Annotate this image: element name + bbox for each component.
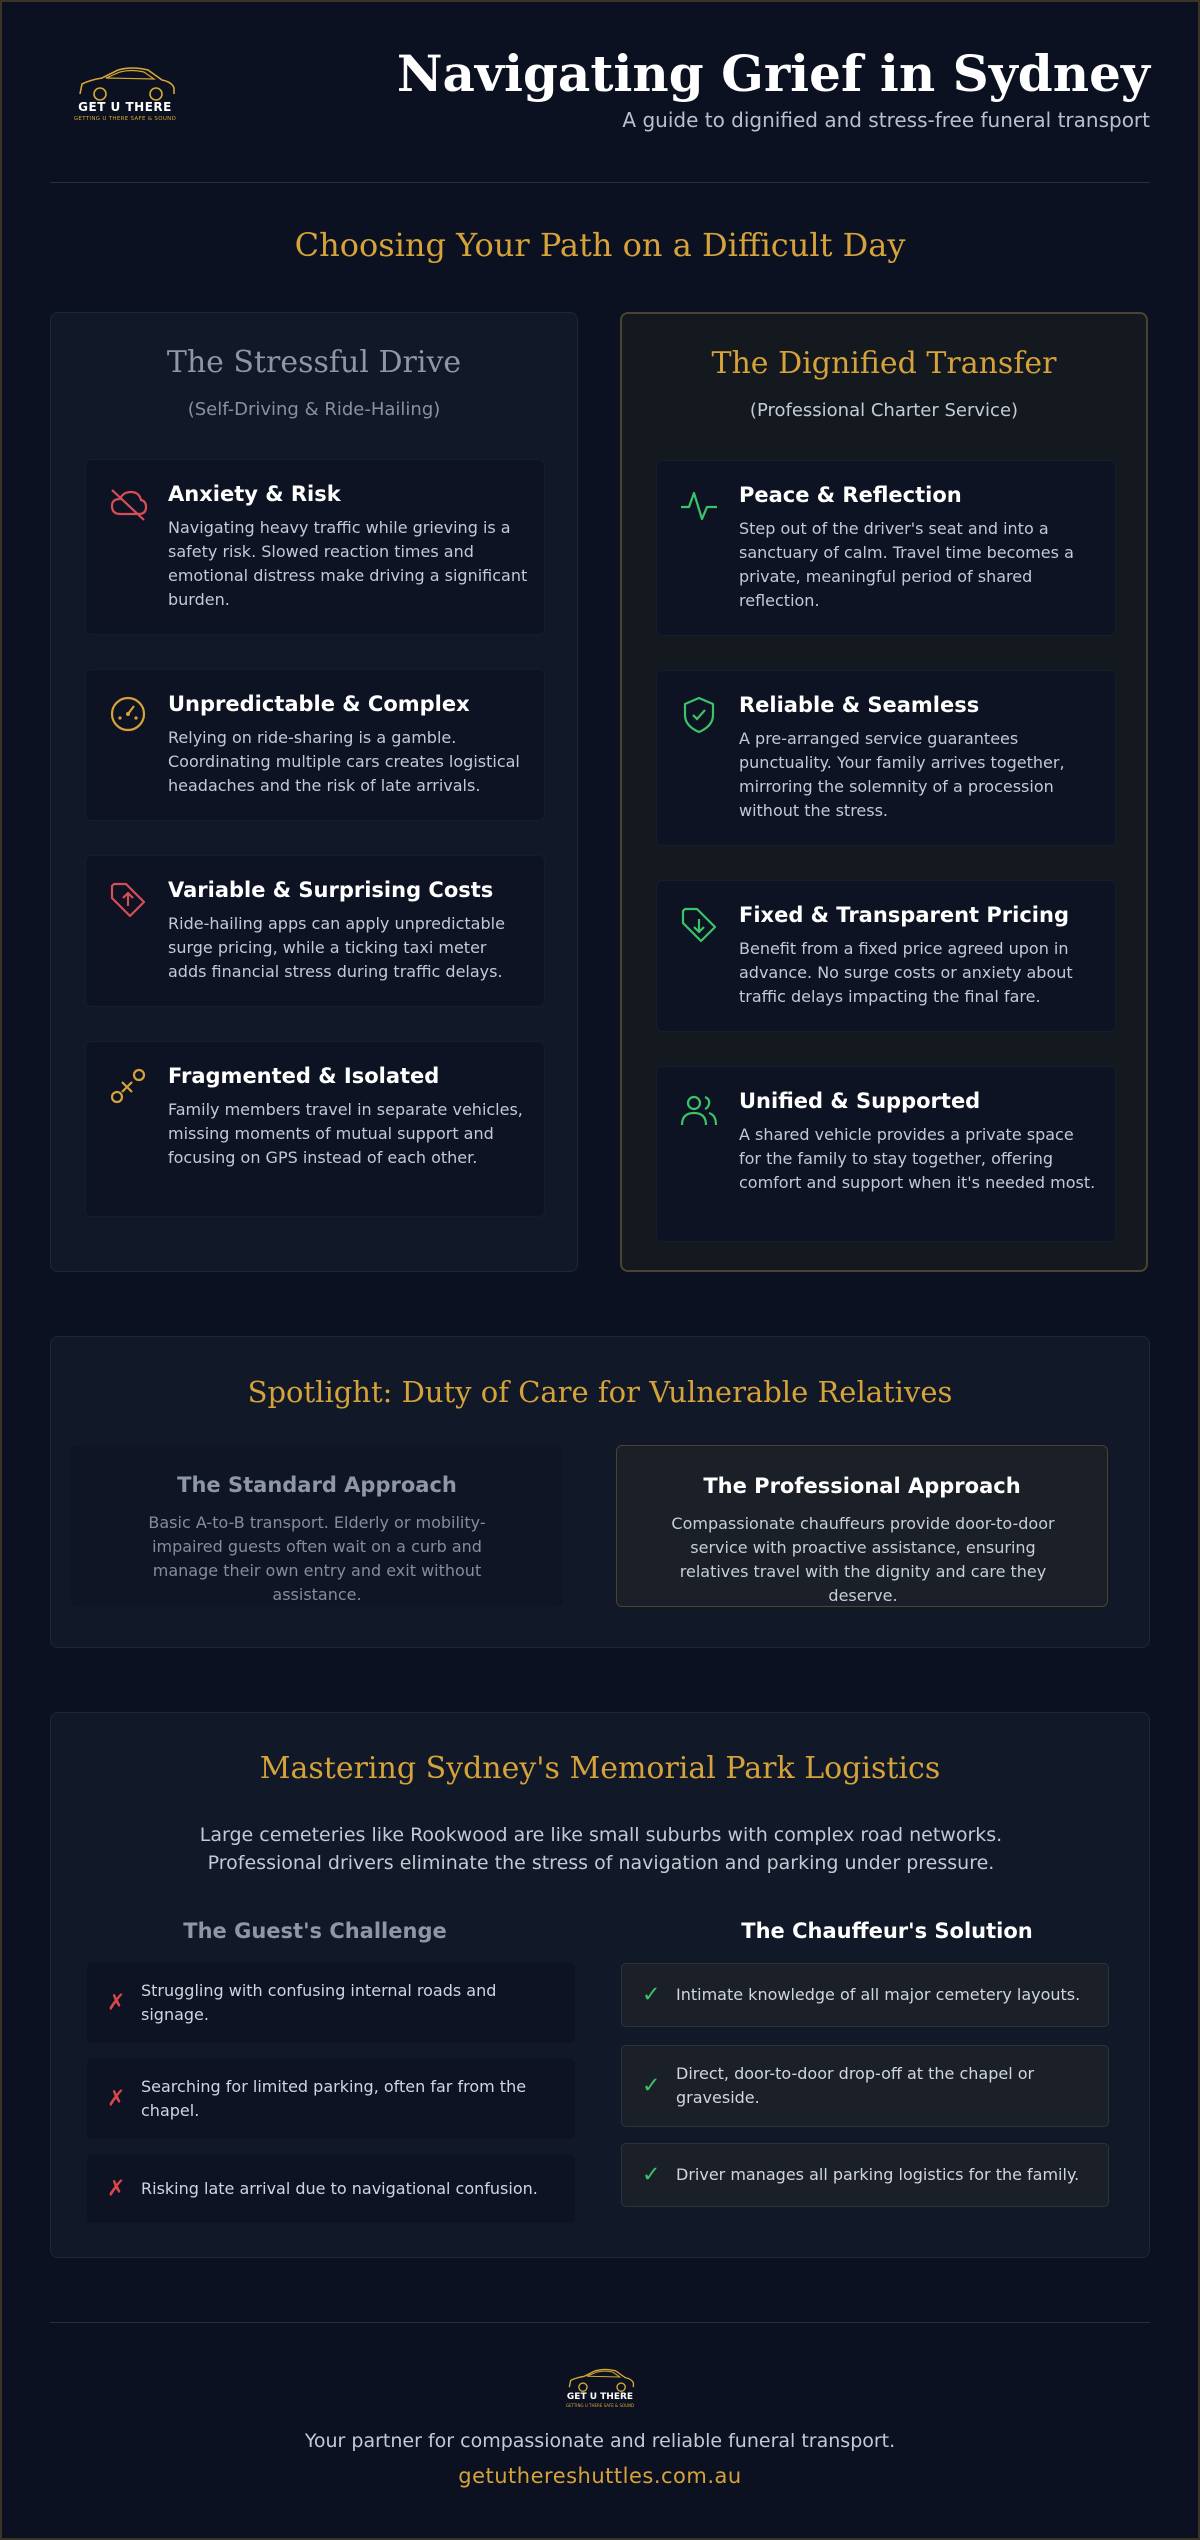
card-anxiety-risk [85,459,545,635]
card-peace-reflection [656,460,1116,636]
list-item [621,2045,1109,2127]
footer-brand-name: GET U THERE [566,2392,634,2402]
card-title: Peace & Reflection [739,483,962,507]
shield-check-icon [679,695,719,735]
memorial-park-section [50,1712,1150,2258]
card-text: Family members travel in separate vehicles, missing moments of mutual support and focusing on GPS instead of each other. [168,1100,523,1167]
card-fixed-pricing [656,880,1116,1032]
list-item [621,1963,1109,2027]
list-item-text: Direct, door-to-door drop-off at the chapel or graveside. [676,2064,1035,2107]
gauge-icon [108,694,148,734]
cross-icon: ✗ [107,2176,126,2202]
standard-approach-box [71,1445,563,1607]
card-text: Ride-hailing apps can apply unpredictable surge pricing, while a ticking taxi meter adds financial stress during traffic delays. [168,914,505,981]
list-item [87,2155,575,2223]
professional-approach-title: The Professional Approach [703,1474,1021,1498]
card-title: Fragmented & Isolated [168,1064,440,1088]
dignified-transfer-column [620,312,1148,1272]
chauffeur-solution-heading: The Chauffeur's Solution [741,1919,1033,1943]
compare-section-title: Choosing Your Path on a Difficult Day [294,226,906,264]
dignified-transfer-subtitle: (Professional Charter Service) [749,400,1019,421]
list-item-text: Intimate knowledge of all major cemetery layouts. [676,1985,1081,2004]
memorial-title: Mastering Sydney's Memorial Park Logistics [259,1751,941,1786]
card-reliable-seamless [656,670,1116,846]
cross-icon: ✗ [107,1990,126,2016]
footer-divider [50,2322,1150,2323]
professional-approach-text: Compassionate chauffeurs provide door-to-door service with proactive assistance, ensuring relatives travel with the dignity and care they deserve. [671,1514,1055,1605]
card-text: A shared vehicle provides a private space for the family to stay together, offering comfort and support when it's needed most. [739,1125,1096,1192]
spotlight-section [50,1336,1150,1648]
list-item [87,1963,575,2043]
card-text: Navigating heavy traffic while grieving is a safety risk. Slowed reaction times and emotional distress make driving a significant burden. [168,518,528,609]
price-tag-up-icon [108,880,148,920]
list-item-text: Struggling with confusing internal roads and signage. [141,1981,497,2024]
card-title: Unified & Supported [739,1089,981,1113]
list-item [621,2143,1109,2207]
dignified-transfer-title: The Dignified Transfer [711,346,1057,381]
users-icon [679,1091,719,1131]
header-divider [50,182,1150,183]
card-title: Unpredictable & Complex [168,692,470,716]
check-icon: ✓ [642,1982,661,2008]
card-unified-supported [656,1066,1116,1242]
brand-logo[interactable] [60,60,190,122]
standard-approach-title: The Standard Approach [177,1473,457,1497]
header [50,40,1150,180]
card-text: Step out of the driver's seat and into a sanctuary of calm. Travel time becomes a private, meaningful period of shared reflection. [739,519,1074,610]
guest-challenge-heading: The Guest's Challenge [183,1919,447,1943]
list-item [87,2059,575,2139]
footer-tagline: Your partner for compassionate and reliable funeral transport. [304,2430,896,2452]
price-tag-down-icon [679,905,719,945]
card-unpredictable-complex [85,669,545,821]
card-title: Anxiety & Risk [168,482,341,506]
professional-approach-box [616,1445,1108,1607]
disconnected-nodes-icon [108,1066,148,1106]
stressful-drive-subtitle: (Self-Driving & Ride-Hailing) [187,399,441,420]
card-title: Fixed & Transparent Pricing [739,903,1069,927]
card-title: Reliable & Seamless [739,693,980,717]
check-icon: ✓ [642,2073,661,2099]
spotlight-title: Spotlight: Duty of Care for Vulnerable Relatives [247,1375,953,1409]
stressful-drive-title: The Stressful Drive [166,345,462,380]
check-icon: ✓ [642,2162,661,2188]
card-title: Variable & Surprising Costs [168,878,494,902]
car-logo-icon [555,2364,645,2394]
cloud-off-icon [108,484,148,524]
list-item-text: Driver manages all parking logistics for the family. [676,2165,1080,2184]
brand-name: GET U THERE [78,100,172,114]
page-title: Navigating Grief in Sydney [396,44,1150,103]
footer-logo[interactable] [555,2364,645,2410]
card-text: Relying on ride-sharing is a gamble. Coordinating multiple cars creates logistical headaches and the risk of late arrivals. [168,728,520,795]
pulse-icon [679,485,719,525]
standard-approach-text: Basic A-to-B transport. Elderly or mobility-impaired guests often wait on a curb and manage their own entry and exit without assistance. [148,1513,486,1604]
card-variable-costs [85,855,545,1007]
card-text: Benefit from a fixed price agreed upon in advance. No surge costs or anxiety about traffic delays impacting the final fare. [739,939,1073,1006]
list-item-text: Searching for limited parking, often far from the chapel. [141,2077,527,2120]
card-text: A pre-arranged service guarantees punctuality. Your family arrives together, mirroring the solemnity of a procession without the stress. [739,729,1065,820]
car-logo-icon [60,60,190,104]
memorial-intro: Large cemeteries like Rookwood are like small suburbs with complex road networks. Professional drivers eliminate the stress of navigation and parking under pressure. [199,1824,1003,1874]
list-item-text: Risking late arrival due to navigational confusion. [141,2179,538,2198]
footer-brand-tagline: GETTING U THERE SAFE & SOUND [565,2403,635,2408]
footer-website-link[interactable]: getuthereshuttles.com.au [458,2464,742,2488]
card-fragmented-isolated [85,1041,545,1217]
stressful-drive-column [50,312,578,1272]
page-subtitle: A guide to dignified and stress-free funeral transport [622,108,1150,132]
brand-tagline: GETTING U THERE SAFE & SOUND [73,116,177,122]
cross-icon: ✗ [107,2086,126,2112]
